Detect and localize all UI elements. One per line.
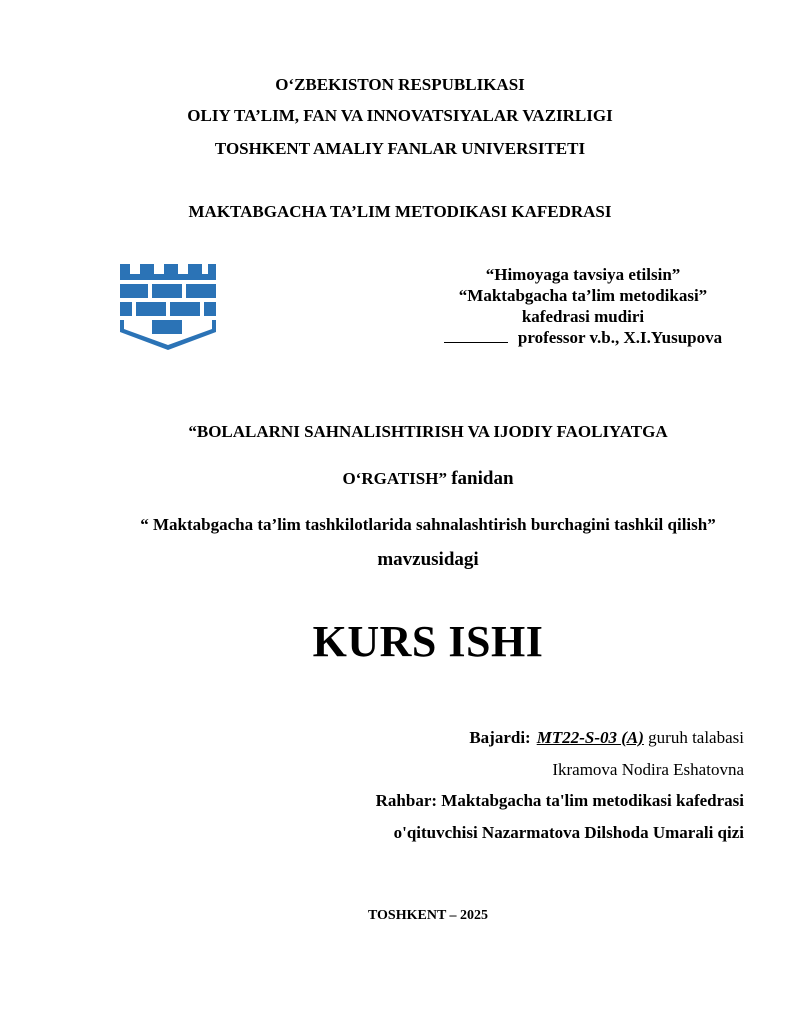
document-title: KURS ISHI: [312, 617, 544, 666]
group-code: MT22-S-03 (A): [536, 728, 644, 747]
signature-line: [444, 328, 508, 343]
supervisor-line1: Rahbar: Maktabgacha ta'lim metodikasi kafedrasi: [375, 791, 744, 810]
approval-head-name: professor v.b., X.I.Yusupova: [517, 328, 723, 347]
approval-department: “Maktabgacha ta’lim metodikasi”: [458, 286, 708, 305]
university-logo-icon: [118, 262, 218, 352]
university-heading: TOSHKENT AMALIY FANLAR UNIVERSITETI: [214, 139, 586, 158]
approval-head-title: kafedrasi mudiri: [521, 307, 645, 326]
student-name: Ikramova Nodira Eshatovna: [552, 760, 744, 779]
supervisor-line2: o'qituvchisi Nazarmatova Dilshoda Umarali qizi: [393, 823, 744, 842]
approval-block: [420, 264, 746, 348]
theme-title: “ Maktabgacha ta’lim tashkilotlarida sahnalashtirish burchagini tashkil qilish”: [140, 515, 716, 534]
ministry-country-heading: O‘ZBEKISTON RESPUBLIKASI: [275, 75, 525, 94]
ministry-heading: OLIY TA’LIM, FAN VA INNOVATSIYALAR VAZIRLIGI: [187, 106, 613, 125]
performed-by-line: [469, 728, 744, 748]
subject-suffix: fanidan: [451, 468, 514, 489]
subject-title-line1: “BOLALARNI SAHNALISHTIRISH VA IJODIY FAOLIYATGA: [188, 422, 668, 441]
approval-recommendation: “Himoyaga tavsiya etilsin”: [485, 265, 681, 284]
subject-title-caps: O‘RGATISH”: [342, 469, 447, 488]
department-heading: MAKTABGACHA TA’LIM METODIKASI KAFEDRASI: [188, 202, 612, 221]
performed-by-label: Bajardi:: [469, 728, 531, 747]
city-year-footer: TOSHKENT – 2025: [367, 908, 489, 923]
group-suffix: guruh talabasi: [648, 728, 744, 747]
theme-suffix: mavzusidagi: [377, 549, 479, 570]
subject-title-line2: [0, 468, 800, 490]
approval-signature-row: [420, 327, 746, 348]
